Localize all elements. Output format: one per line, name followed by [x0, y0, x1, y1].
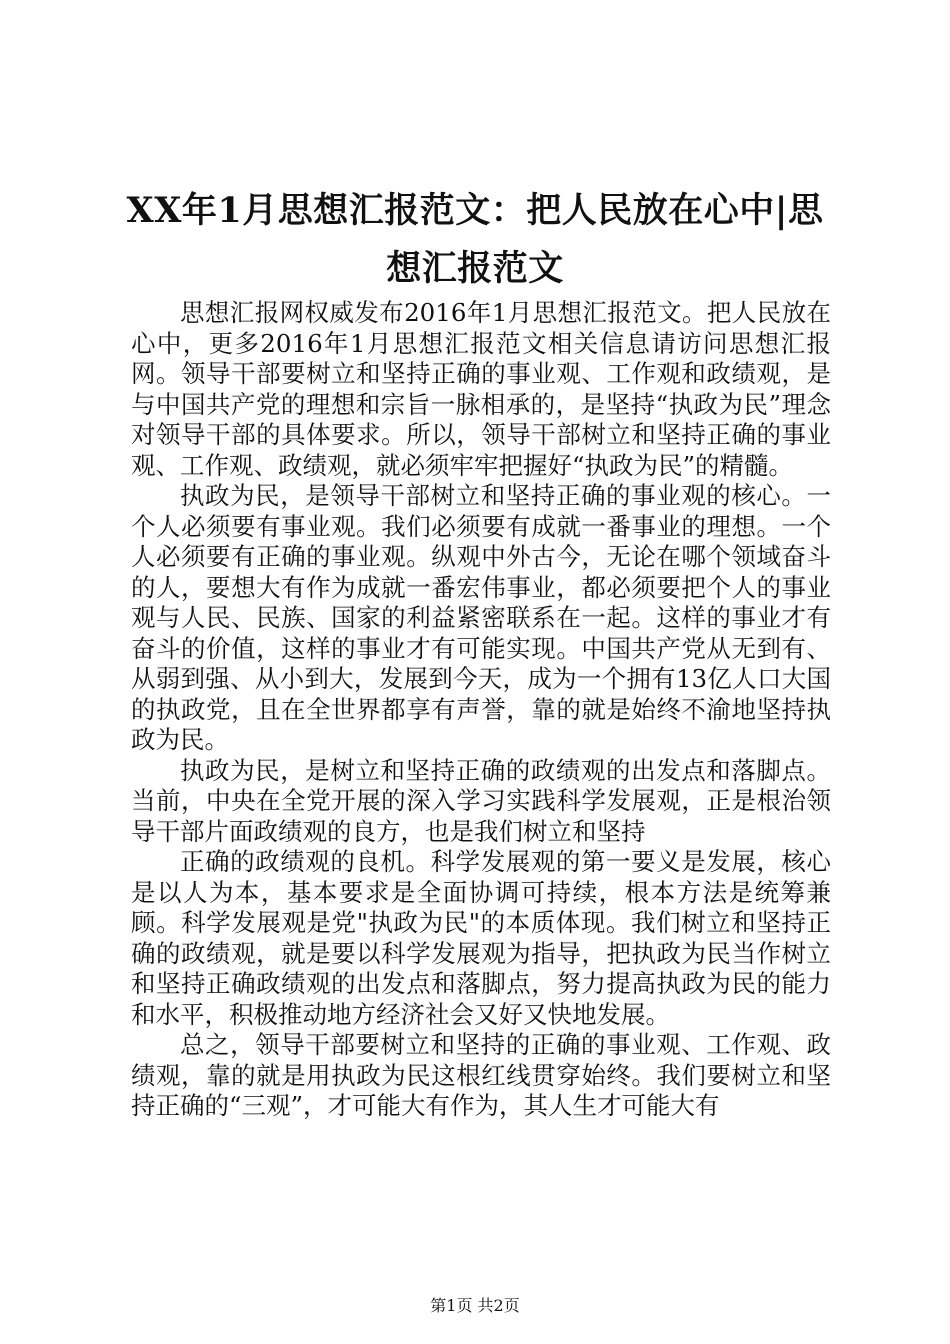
paragraph: 总之，领导干部要树立和坚持的正确的事业观、工作观、政绩观，靠的就是用执政为民这根红线贯穿始终。我们要树立和坚持正确的“三观”，才可能大有作为，其人生才可能大有 [131, 1030, 831, 1120]
document-title: XX年1月思想汇报范文：把人民放在心中|思想汇报范文 [126, 190, 824, 289]
document-body [131, 298, 831, 1122]
paragraph: 执政为民，是领导干部树立和坚持正确的事业观的核心。一个人必须要有事业观。我们必须要有成就一番事业的理想。一个人必须要有正确的事业观。纵观中外古今，无论在哪个领域奋斗的人，要想大有作为成就一番宏伟事业，都必须要把个人的事业观与人民、民族、国家的利益紧密联系在一起。这样的事业才有奋斗的价值，这样的事业才有可能实现。中国共产党从无到有、从弱到强、从小到大，发展到今天，成为一个拥有13亿人口大国的执政党，且在全世界都享有声誉，靠的就是始终不渝地坚持执政为民。 [131, 481, 831, 754]
paragraph: 思想汇报网权威发布2016年1月思想汇报范文。把人民放在心中，更多2016年1月思想汇报范文相关信息请访问思想汇报网。领导干部要树立和坚持正确的事业观、工作观和政绩观，是与中国共产党的理想和宗旨一脉相承的，是坚持“执政为民”理念对领导干部的具体要求。所以，领导干部树立和坚持正确的事业观、工作观、政绩观，就必须牢牢把握好“执政为民”的精髓。 [131, 298, 831, 480]
paragraph: 正确的政绩观的良机。科学发展观的第一要义是发展，核心是以人为本，基本要求是全面协调可持续，根本方法是统筹兼顾。科学发展观是党"执政为民"的本质体现。我们树立和坚持正确的政绩观，就是要以科学发展观为指导，把执政为民当作树立和坚持正确政绩观的出发点和落脚点，努力提高执政为民的能力和水平，积极推动地方经济社会又好又快地发展。 [131, 847, 831, 1029]
page-number-footer: 第1页 共2页 [430, 1296, 520, 1315]
paragraph: 执政为民，是树立和坚持正确的政绩观的出发点和落脚点。当前，中央在全党开展的深入学习实践科学发展观，正是根治领导干部片面政绩观的良方，也是我们树立和坚持 [131, 755, 831, 846]
